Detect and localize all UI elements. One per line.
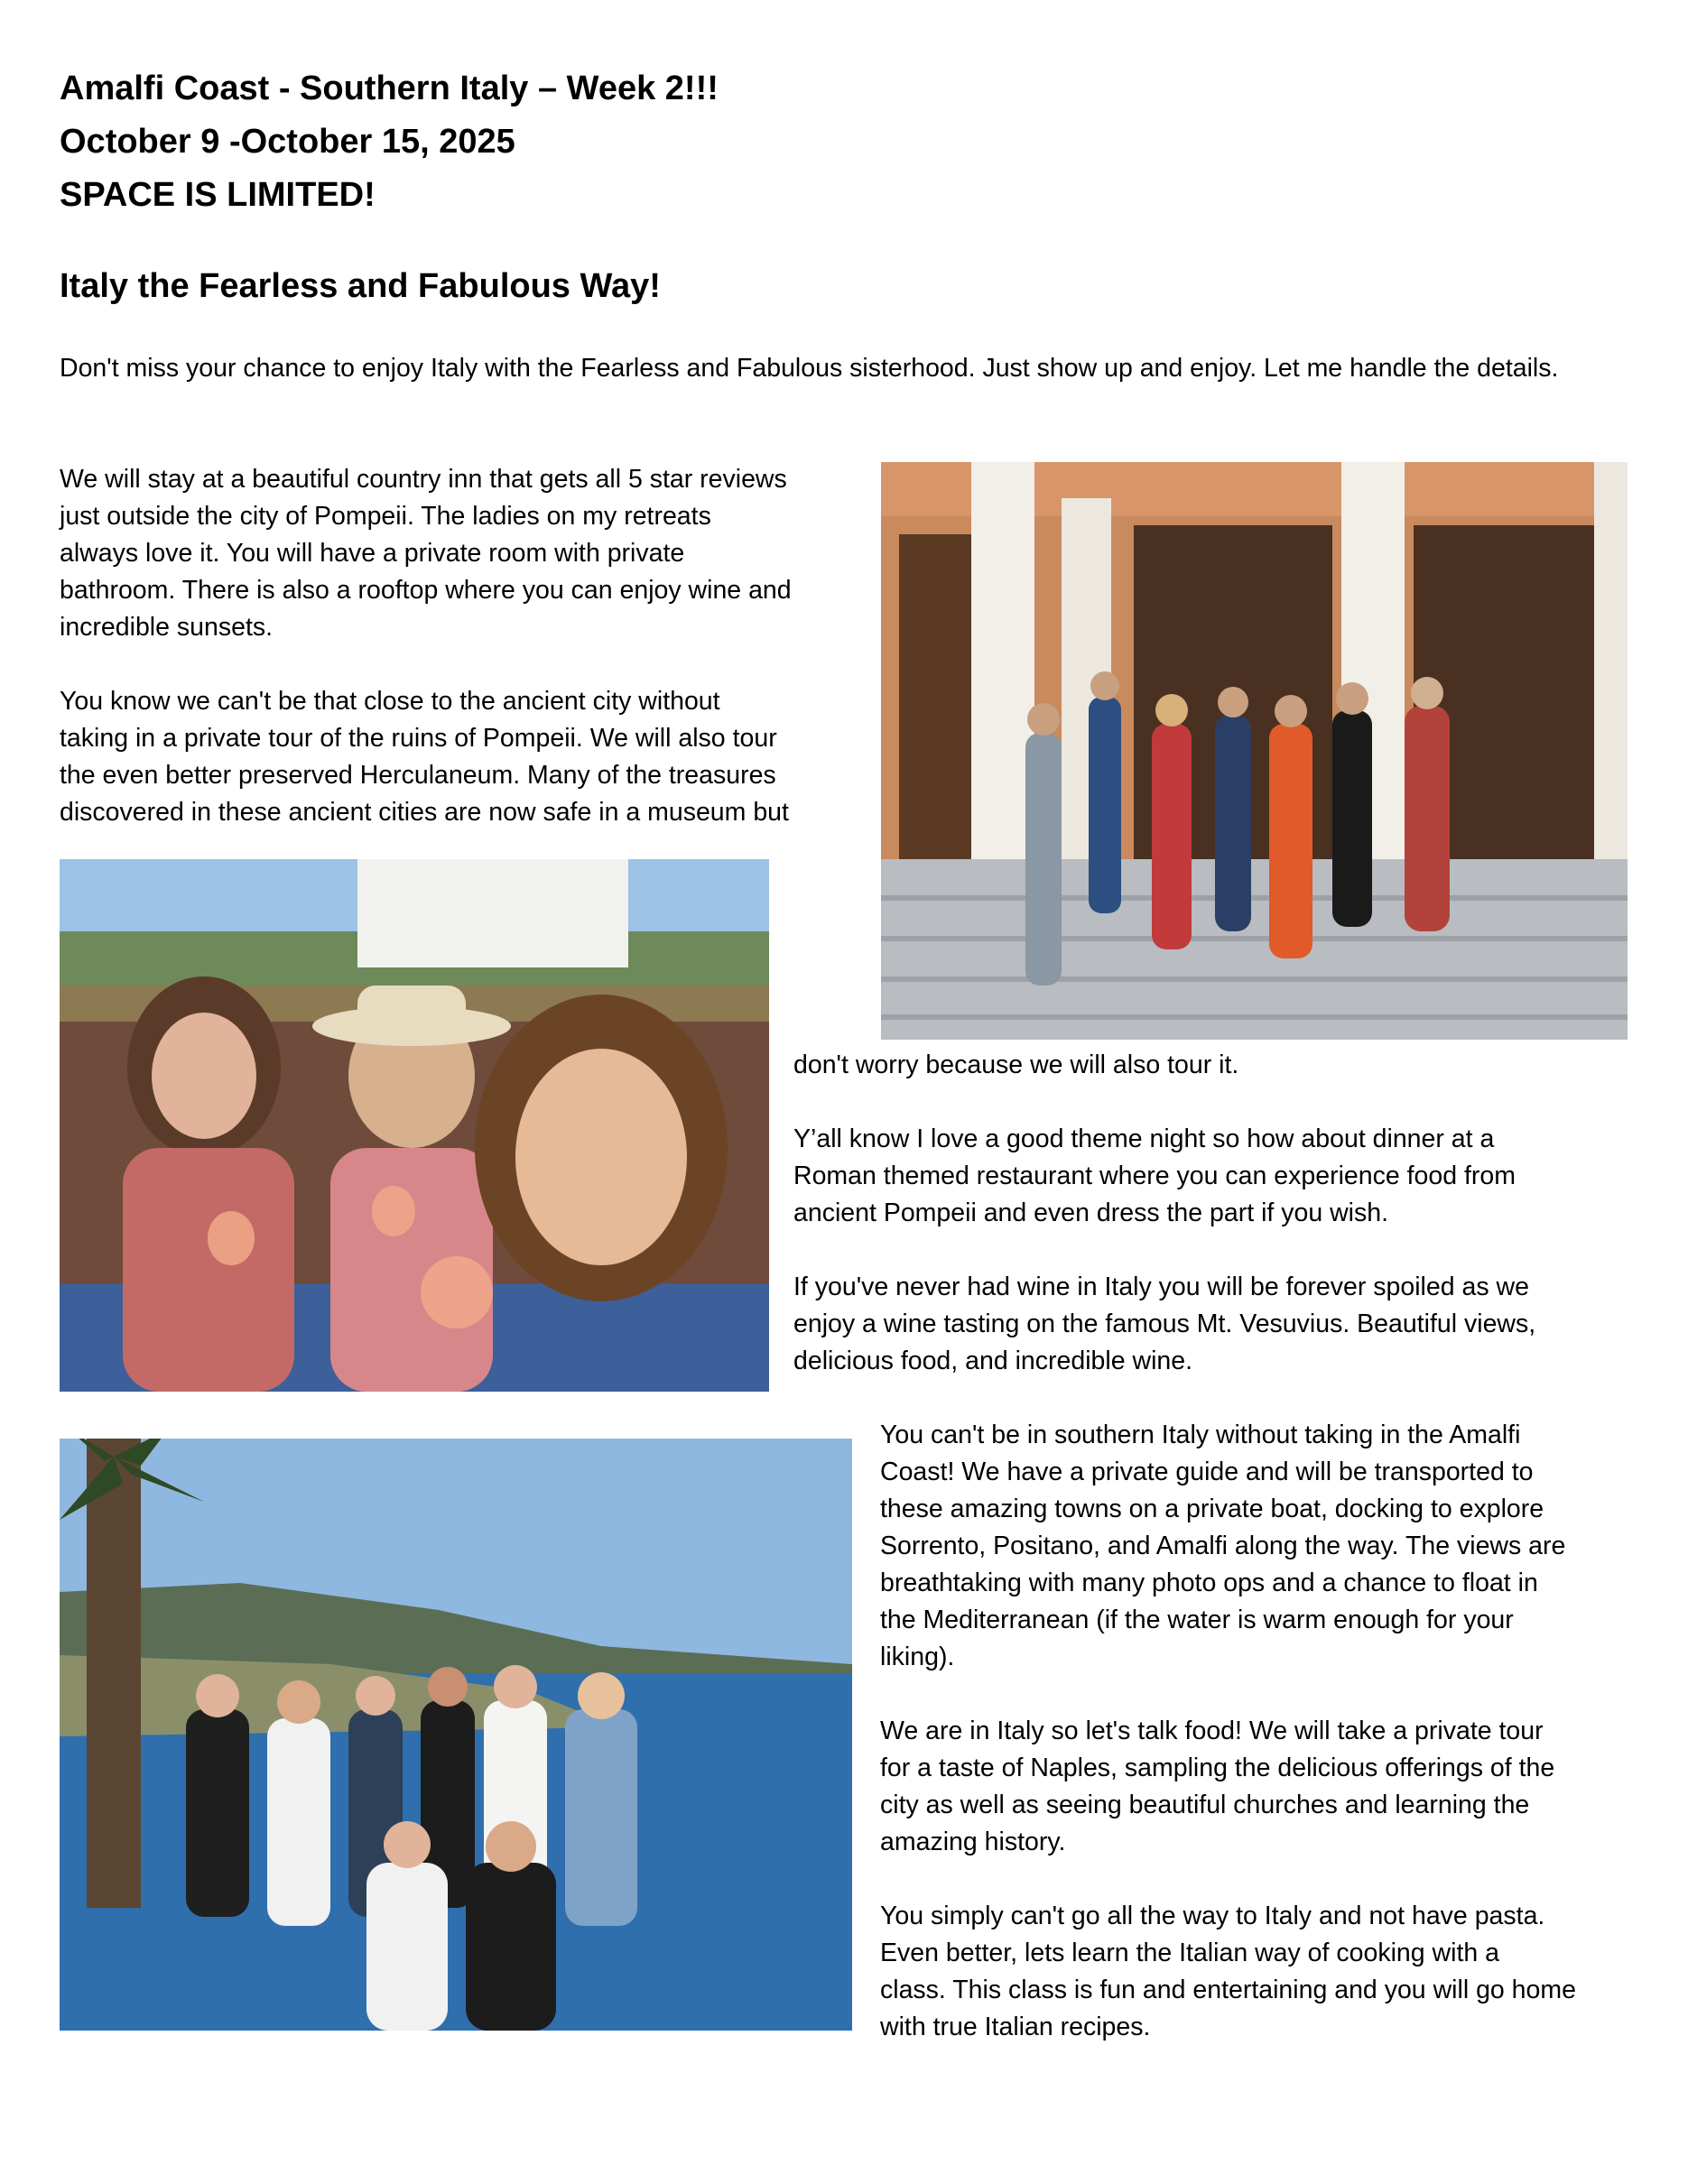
pompeii-line-5: don't worry because we will also tour it. [793,1050,1239,1079]
amalfi-group-photo-illustration [60,1439,852,2031]
amalfi-line-2: Coast! We have a private guide and will be transported to [880,1458,1534,1486]
inn-line-1: We will stay at a beautiful country inn that gets all 5 star reviews [60,465,787,494]
pasta-line-3: class. This class is fun and entertaining and you will go home [880,1976,1576,2004]
theme-line-1: Y’all know I love a good theme night so how about dinner at a [793,1124,1495,1153]
title-line-1: Amalfi Coast - Southern Italy – Week 2!!! [60,69,719,107]
amalfi-line-4: Sorrento, Positano, and Amalfi along the way. The views are [880,1532,1566,1560]
amalfi-line-1: You can't be in southern Italy without taking in the Amalfi [880,1421,1521,1449]
amalfi-line-5: breathtaking with many photo ops and a chance to float in [880,1569,1538,1597]
food-line-2: for a taste of Naples, sampling the delicious offerings of the [880,1754,1555,1782]
wine-selfie-photo-illustration [60,859,769,1392]
food-line-4: amazing history. [880,1828,1066,1856]
food-line-3: city as well as seeing beautiful churches and learning the [880,1791,1530,1819]
amalfi-line-7: liking). [880,1643,955,1671]
intro-paragraph: Don't miss your chance to enjoy Italy with the Fearless and Fabulous sisterhood. Just show up and enjoy. Let me handle the details. [60,354,1559,383]
wine-line-3: delicious food, and incredible wine. [793,1346,1193,1375]
inn-group-photo [881,462,1628,1040]
inn-line-2: just outside the city of Pompeii. The ladies on my retreats [60,502,711,531]
amalfi-line-6: the Mediterranean (if the water is warm enough for your [880,1606,1514,1634]
subtitle: Italy the Fearless and Fabulous Way! [60,267,661,305]
wine-line-1: If you've never had wine in Italy you will be forever spoiled as we [793,1272,1529,1301]
inn-line-4: bathroom. There is also a rooftop where you can enjoy wine and [60,576,792,605]
pasta-line-1: You simply can't go all the way to Italy and not have pasta. [880,1902,1545,1930]
food-line-1: We are in Italy so let's talk food! We will take a private tour [880,1717,1544,1745]
pompeii-line-2: taking in a private tour of the ruins of Pompeii. We will also tour [60,724,777,753]
inn-line-5: incredible sunsets. [60,613,274,642]
pompeii-line-1: You know we can't be that close to the ancient city without [60,687,720,716]
pasta-line-4: with true Italian recipes. [880,2013,1151,2041]
amalfi-group-photo [60,1439,852,2031]
theme-line-3: ancient Pompeii and even dress the part if you wish. [793,1198,1389,1227]
inn-group-photo-illustration [881,462,1628,1040]
pompeii-line-4: discovered in these ancient cities are now safe in a museum but [60,798,789,827]
title-line-3: SPACE IS LIMITED! [60,176,376,214]
title-line-2: October 9 -October 15, 2025 [60,123,515,161]
inn-line-3: always love it. You will have a private room with private [60,539,685,568]
wine-line-2: enjoy a wine tasting on the famous Mt. Vesuvius. Beautiful views, [793,1309,1536,1338]
pompeii-line-3: the even better preserved Herculaneum. Many of the treasures [60,761,776,790]
pasta-line-2: Even better, lets learn the Italian way of cooking with a [880,1939,1499,1967]
theme-line-2: Roman themed restaurant where you can experience food from [793,1161,1516,1190]
wine-selfie-photo [60,859,769,1392]
amalfi-line-3: these amazing towns on a private boat, docking to explore [880,1495,1544,1523]
